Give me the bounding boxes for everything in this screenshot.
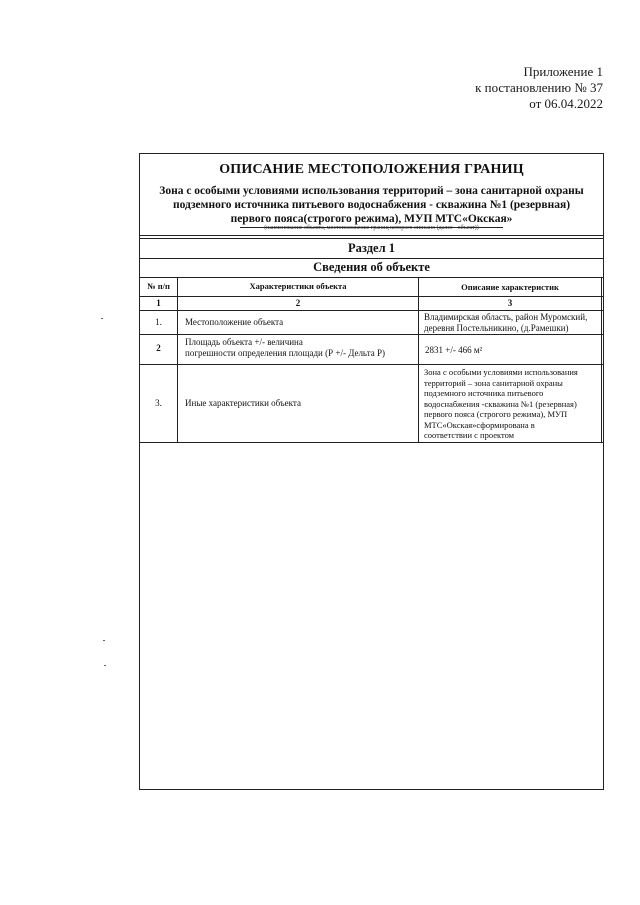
table-bottom-border — [140, 442, 603, 443]
table-row-divider — [140, 310, 603, 311]
document-frame — [139, 153, 604, 790]
row-3-description-line: первого пояса (строгого режима), МУП — [424, 409, 568, 419]
header-number: № п/п — [147, 281, 170, 291]
table-row-divider — [140, 296, 603, 297]
divider — [140, 235, 603, 236]
row-3-number: 3. — [155, 398, 162, 408]
row-2-characteristic — [185, 337, 385, 359]
object-name-caption: (наименование объекта, местоположение границ которого описано (далее - объект)) — [264, 225, 479, 231]
column-divider — [601, 277, 602, 442]
section-subtitle: Сведения об объекте — [313, 260, 430, 274]
row-3-description-line: МТС«Окская»сформирована в — [424, 419, 535, 430]
column-number-2: 2 — [295, 298, 301, 308]
row-3-description-line: подземного источника питьевого — [424, 388, 544, 398]
appendix-reference — [475, 64, 603, 112]
appendix-date: от 06.04.2022 — [529, 96, 603, 111]
column-number-1: 1 — [156, 298, 161, 308]
appendix-resolution: к постановлению № 37 — [475, 80, 603, 95]
table-row-divider — [140, 364, 603, 365]
row-2-characteristic-line: погрешности определения площади (Р +/- Дельта Р) — [185, 348, 385, 358]
document-title: ОПИСАНИЕ МЕСТОПОЛОЖЕНИЯ ГРАНИЦ — [219, 162, 524, 177]
object-name-line-1: Зона с особыми условиями использования территорий – зона санитарной охраны — [159, 185, 584, 197]
divider — [140, 277, 603, 278]
scan-speck — [104, 665, 106, 666]
row-2-description: 2831 +/- 466 м² — [425, 345, 483, 355]
row-3-description-line: соответствии с проектом — [424, 430, 515, 440]
row-3-description — [424, 367, 578, 441]
row-1-number: 1. — [155, 317, 162, 327]
appendix-number: Приложение 1 — [523, 64, 603, 79]
divider — [140, 258, 603, 259]
scan-speck — [103, 640, 105, 641]
header-characteristic: Характеристики объекта — [249, 281, 347, 291]
row-2-number: 2 — [156, 343, 161, 353]
row-1-description — [424, 312, 587, 334]
row-2-characteristic-line: Площадь объекта +/- величина — [185, 337, 303, 347]
row-3-characteristic: Иные характеристики объекта — [185, 398, 301, 408]
scan-speck — [101, 318, 103, 319]
header-description: Описание характеристик — [461, 282, 559, 292]
divider — [140, 238, 603, 239]
table-row-divider — [140, 334, 603, 335]
row-1-description-line: Владимирская область, район Муромский, — [424, 312, 588, 322]
row-1-description-line: деревня Постельникино, (д.Рамешки) — [424, 323, 569, 333]
object-name-line-3: первого пояса(строгого режима), МУП МТС«Окская» — [230, 213, 513, 225]
object-name — [146, 184, 597, 226]
row-1-characteristic: Местоположение объекта — [185, 317, 284, 327]
row-3-description-line: водоснабжения -скважина №1 (резервная) — [424, 398, 577, 409]
column-number-3: 3 — [507, 298, 513, 308]
object-name-line-2: подземного источника питьевого водоснабжения - скважина №1 (резервная) — [172, 199, 571, 211]
section-title: Раздел 1 — [348, 241, 395, 255]
row-3-description-line: Зона с особыми условиями использования — [424, 367, 578, 377]
row-3-description-line: территорий – зона санитарной охраны — [424, 377, 563, 388]
